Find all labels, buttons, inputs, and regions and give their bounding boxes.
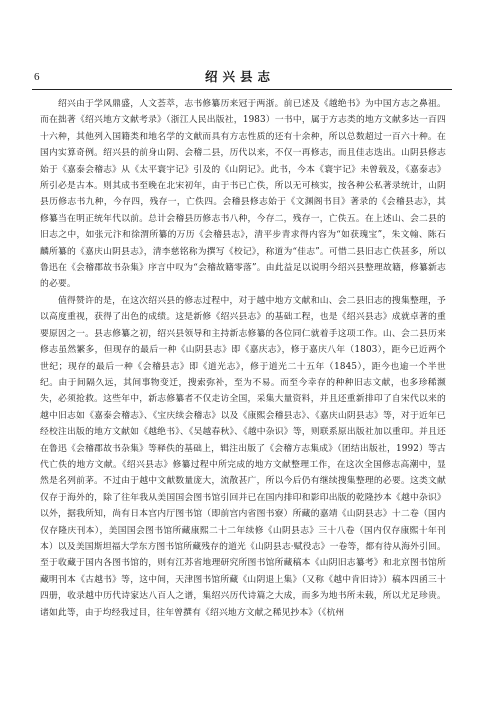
page-header [32,68,448,86]
page-number: 6 [34,71,40,83]
paragraph-2: 值得赞许的是，在这次绍兴县的修志过程中，对于越中地方文献和山、会二县旧志的搜集整理，予以高度重视，获得了出色的成绩。这是新修《绍兴县志》的基础工程，也是《绍兴县志》成就卓著的重要原因之一。县志修纂之初，绍兴县领导和主持新志修纂的各位同仁就着手这项工作。山、会二县历来修志虽然繁多，但现存的最后一种《山阴县志》即《嘉庆志》，修于嘉庆八年（1803），距今已近两个世纪；现存的最后一种《会稽县志》即《道光志》，修于道光二十五年（1845），距今也逾一个半世纪。由于间隔久远，其间事物变迁，搜索弥补，至为不易。而至今幸存的种种旧志文献，也多珍稀濒失，必须抢救。这些年中，新志修纂者不仅走访全国，采集大量资料，并且还重新排印了自宋代以来的越中旧志如《嘉泰会稽志》、《宝庆续会稽志》以及《康熙会稽县志》、《嘉庆山阴县志》等，对于近年已经校注出版的地方文献如《越绝书》、《吴越春秋》、《越中杂识》等，则联系原出版社加以重印。并且还在鲁迅《会稽郡故书杂集》等释佚的基础上，辑注出版了《会稽方志集成》（团结出版社，1992）等古代亡佚的地方文献。《绍兴县志》修纂过程中所完成的地方文献整理工作，在这次全国修志高潮中，显然是名列前茅。不过由于越中文献数量庞大，流散甚广，所以今后仍有继续搜集整理的必要。这类文献仅存于海外的，除了往年我从美国国会图书馆引回并已在国内排印和影印出版的乾隆抄本《越中杂识》以外，据我所知，尚有日本宫内厅图书馆（即前宫内省图书寮）所藏的嘉靖《山阴县志》十二卷（国内仅存隆庆刊本），美国国会图书馆所藏康熙二十二年续修《山阴县志》三十八卷（国内仅存康熙十年刊本）以及美国斯坦福大学东方图书馆所藏残存的道光《山阴县志·赋役志》一卷等，都有待从海外引回。至于收藏于国内各图书馆的，则有江苏省地理研究所图书馆所藏稿本《山阴旧志纂考》和北京图书馆所藏明刊本《古越书》等，这中间，天津图书馆所藏《山阴退上集》（又称《越中肯旧诗》）稿本四函三十四册，收录越中历代诗家达八百人之谱，集绍兴历代诗篇之大成，而多为地书所未载，所以尤足珍贵。诸如此等，由于均经我过目，往年曾撰有《绍兴地方文献之稀见抄本》（《杭州 [40,295,446,618]
paragraph-1: 绍兴由于学风鼎盛，人文荟萃，志书修纂历来冠于两浙。前已述及《越绝书》为中国方志之鼻祖。而在拙著《绍兴地方文献考录》（浙江人民出版社，1983）一书中，属于方志类的地方文献多达一百四十六种，其他列入国籍类和地名学的文献而具有方志性质的还有十余种，所以总数超过一百六十种。在国内实算奇例。绍兴县的前身山阴、会稽二县，历代以来，不仅一再修志，而且佳志迭出。山阴县修志始于《嘉泰会稽志》从《太平寰宇记》引及的《山阴记》。此书，今本《寰宇记》未曾载及，《嘉泰志》所引必是古本。则其成书至晚在北宋初年，由于书已亡佚，所以无可核实，按各种公私著录统计，山阴县历修志书九种，今存四，残存一，亡佚四。会稽县修志始于《文渊阁书目》著录的《会稽县志》，其修纂当在明正统年代以前。总计会稽县历修志书八种，今存二，残存一，亡佚五。在上述山、会二县的旧志之中，如张元汴和徐渭所纂的万历《会稽县志》，清平步青求得内容为“如获瑰宝”，朱文翰、陈石麟所纂的《嘉庆山阴县志》，清李慈铭称为撰写《校记》，称道为“佳志”。可惜二县旧志亡佚甚多，所以鲁迅在《会稽郡故书杂集》序言中叹为“会稽故籍零落”。由此益足以说明今绍兴县整理故籍，修纂新志的必要。 [40,99,446,290]
body-text [40,96,446,696]
running-title: 绍兴县志 [204,69,275,84]
header-rule [32,89,452,90]
